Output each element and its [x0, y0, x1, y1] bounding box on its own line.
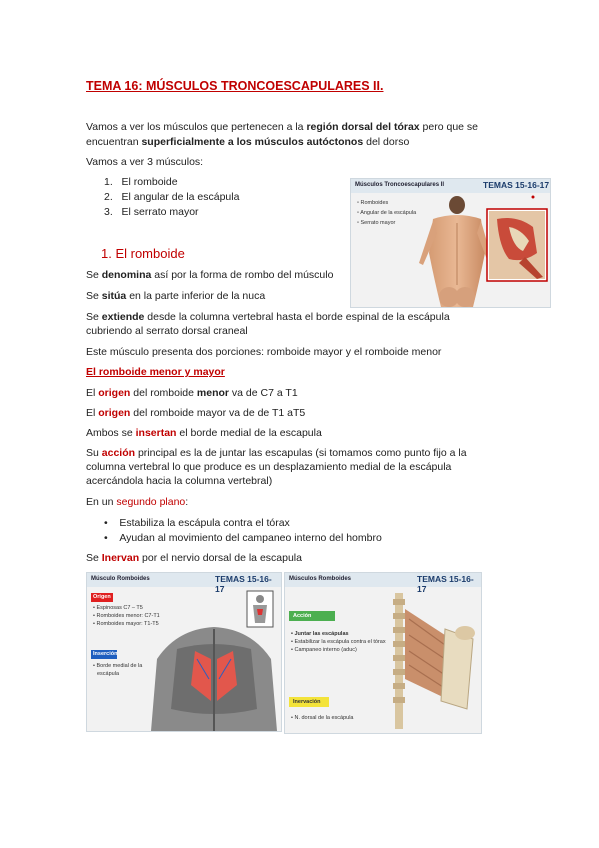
slide-item: • Espinosas C7 – T5 [93, 605, 143, 611]
slide-title: Músculos Troncoescapulares II [355, 182, 445, 188]
slide-item-text: Juntar las escápulas [294, 631, 349, 637]
paragraph-accion-2: columna vertebral lo que produce es un desplazamiento medial de la escápula [86, 461, 452, 473]
text: del dorso [363, 136, 410, 148]
slide-item: • Juntar las escápulas [291, 631, 349, 637]
bold-text: extiende [101, 311, 145, 323]
text: principal es la de juntar las escapulas (si tomamos como punto fijo a la [135, 447, 467, 459]
slide-item-text: Serrato mayor [360, 220, 396, 226]
list-label: El angular de la escápula [121, 191, 240, 203]
list-number: 3. [104, 206, 113, 218]
slide-item-text: Romboides mayor: T1-T5 [96, 621, 159, 627]
slide-item-text: escápula [97, 671, 120, 677]
slide-item: • Romboides mayor: T1-T5 [93, 621, 159, 627]
bold-text: denomina [101, 269, 152, 281]
text: El [86, 407, 99, 419]
slide-item: • Borde medial de la [93, 663, 143, 669]
slide-item: • Romboides menor: C7-T1 [93, 613, 160, 619]
list-label: El serrato mayor [121, 206, 199, 218]
list-item [104, 205, 199, 220]
highlight-text: insertan [135, 427, 177, 439]
bullet-item: • Estabiliza la escápula contra el tórax [104, 517, 290, 529]
paragraph-origen-mayor [86, 406, 305, 421]
bold-text: superficialmente a los músculos autóctonos [141, 136, 364, 148]
intro-line-3: Vamos a ver 3 músculos: [86, 156, 204, 168]
slide-item-text: Romboides menor: C7-T1 [96, 613, 160, 619]
text: Se [86, 269, 102, 281]
slide-item: • N. dorsal de la escápula [291, 715, 354, 721]
slide-troncoescapulares [350, 178, 551, 308]
paragraph-inervan [86, 551, 302, 566]
slide-item-text: Estabilizar la escápula contra el tórax [294, 639, 386, 645]
text: así por la forma de rombo del músculo [151, 269, 334, 281]
romboides-anatomy-illustration [147, 589, 281, 731]
slide-musculo-romboides [86, 572, 282, 732]
bullet-text: Estabiliza la escápula contra el tórax [119, 517, 290, 529]
text: En un [86, 496, 117, 508]
highlight-text: acción [101, 447, 136, 459]
bold-text: menor [196, 387, 229, 399]
slide-item-text: Espinosas C7 – T5 [96, 605, 143, 611]
back-anatomy-illustration [413, 193, 550, 307]
paragraph-insercion [86, 426, 322, 441]
highlight-text: origen [98, 387, 131, 399]
highlight-text: segundo plano [116, 496, 186, 508]
paragraph-porciones: Este músculo presenta dos porciones: romboide mayor y el romboide menor [86, 346, 442, 358]
slide-musculos-romboides [284, 572, 482, 734]
sub-heading: El romboide menor y mayor [86, 366, 225, 378]
paragraph-extiende [86, 310, 450, 325]
temas-label: TEMAS 15-16-17 [483, 180, 550, 190]
paragraph-accion [86, 446, 467, 461]
intro-line-1 [86, 120, 478, 135]
text: encuentran [86, 136, 142, 148]
slide-item: ▫ Romboides [357, 200, 389, 206]
paragraph-denomina [86, 268, 333, 283]
list-number: 2. [104, 191, 113, 203]
slide-item: • Campaneo interno (aduc) [291, 647, 357, 653]
slide-title: Músculos Romboides [289, 576, 352, 582]
list-item [104, 190, 239, 205]
list-label: El romboide [121, 176, 178, 188]
slide-item: ▫ Angular de la escápula [357, 210, 417, 216]
slide-title: Músculo Romboides [91, 576, 150, 582]
text: El [86, 387, 99, 399]
slide-item-text: Borde medial de la [96, 663, 143, 669]
text: desde la columna vertebral hasta el borde espinal de la escápula [144, 311, 450, 323]
text: el borde medial de la escapula [176, 427, 322, 439]
slide-item-text: Angular de la escápula [360, 210, 417, 216]
section-heading: 1. El romboide [101, 246, 185, 261]
inervacion-label: Inervación [293, 699, 321, 705]
paragraph-situa [86, 289, 265, 304]
origen-label: Origen [93, 594, 111, 600]
text: Vamos a ver los músculos que pertenecen a la [86, 121, 307, 133]
bullet-item: • Ayudan al movimiento del campaneo interno del hombro [104, 532, 382, 544]
paragraph-extiende-2: cubriendo al serrato dorsal craneal [86, 325, 248, 337]
slide-item: • Estabilizar la escápula contra el tórax [291, 639, 386, 645]
temas-label: TEMAS 15-16-17 [417, 574, 474, 594]
romboides-side-illustration [381, 589, 481, 733]
text: : [185, 496, 189, 508]
slide-item: ▫ Serrato mayor [357, 220, 396, 226]
slide-item-text: Campaneo interno (aduc) [294, 647, 357, 653]
bold-text: sitúa [101, 290, 127, 302]
insercion-label: Inserción [93, 651, 118, 657]
list-item [104, 175, 178, 190]
paragraph-origen-menor [86, 386, 298, 401]
temas-label: TEMAS 15-16-17 [215, 574, 272, 594]
text: pero que se [419, 121, 479, 133]
slide-item-text: N. dorsal de la escápula [294, 715, 354, 721]
paragraph-accion-3: acercándola hacia la columna vertebral) [86, 475, 273, 487]
text: en la parte inferior de la nuca [126, 290, 266, 302]
slide-item-text: Romboides [360, 200, 389, 206]
text: va de C7 a T1 [229, 387, 298, 399]
text: Su [86, 447, 102, 459]
text: por el nervio dorsal de la escapula [139, 552, 302, 564]
paragraph-segundo-plano [86, 495, 188, 510]
highlight-text: origen [98, 407, 131, 419]
accion-label: Acción [293, 613, 312, 619]
page-title: TEMA 16: MÚSCULOS TRONCOESCAPULARES II. [86, 79, 384, 93]
intro-line-2 [86, 135, 409, 150]
text: Se [86, 290, 102, 302]
text: Se [86, 311, 102, 323]
text: Se [86, 552, 102, 564]
bullet-text: Ayudan al movimiento del campaneo interno del hombro [119, 532, 382, 544]
list-number: 1. [104, 176, 113, 188]
bold-text: región dorsal del tórax [306, 121, 420, 133]
text: del romboide mayor va de de T1 aT5 [130, 407, 306, 419]
highlight-text: Inervan [101, 552, 140, 564]
text: Ambos se [86, 427, 136, 439]
text: del romboide [130, 387, 197, 399]
